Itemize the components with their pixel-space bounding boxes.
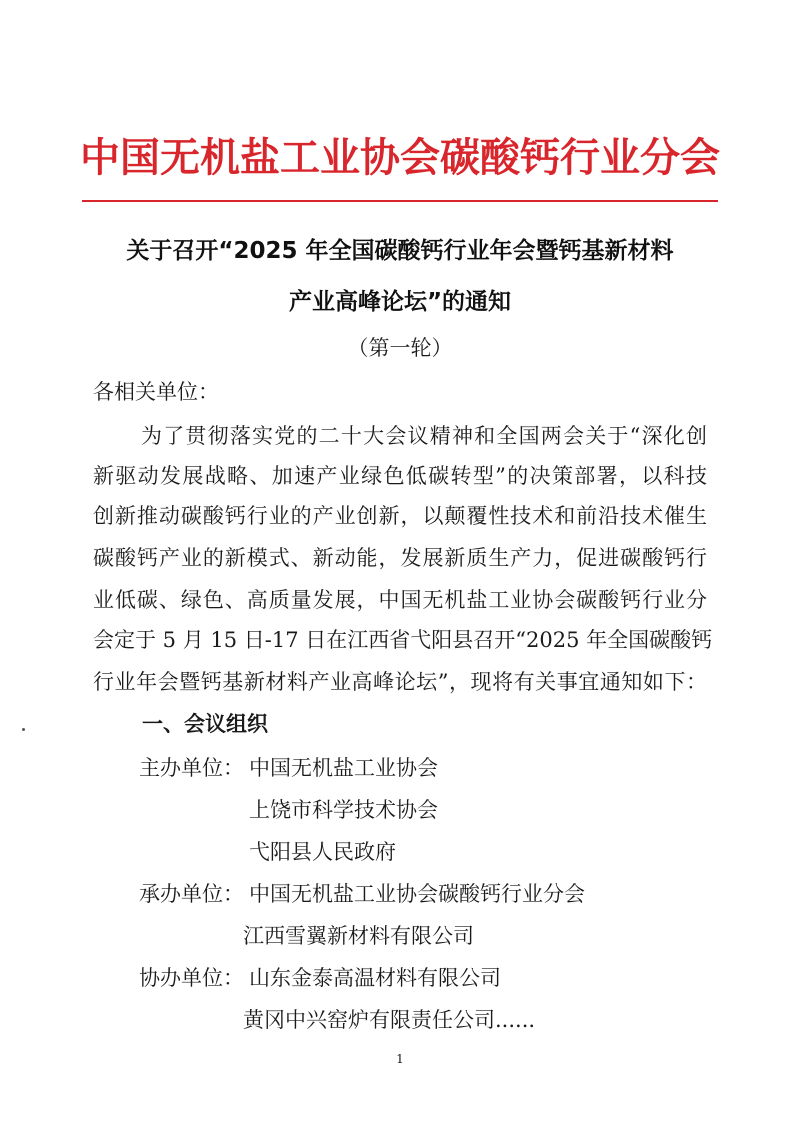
paragraph-line: 行业年会暨钙基新材料产业高峰论坛”，现将有关事宜通知如下： [93,670,707,694]
notice-title-line-1: 关于召开“2025 年全国碳酸钙行业年会暨钙基新材料 [126,238,674,264]
page-number: 1 [396,1052,404,1066]
paragraph-line: 创新推动碳酸钙行业的产业创新，以颠覆性技术和前沿技术催生 [93,504,707,528]
host-name: 中国无机盐工业协会 [249,756,438,780]
notice-title-line-2: 产业高峰论坛”的通知 [288,289,512,315]
coorganizer-label: 协办单位： [139,966,244,990]
host-label: 主办单位： [139,756,244,780]
paragraph-line: 碳酸钙产业的新模式、新动能，发展新质生产力，促进碳酸钙行 [93,546,707,570]
host-name: 上饶市科学技术协会 [249,798,438,822]
scan-speck [22,728,25,731]
organizer-label: 承办单位： [139,882,244,906]
organizer-name: 江西雪翼新材料有限公司 [243,924,474,948]
red-divider-line [82,200,718,202]
paragraph-line: 新驱动发展战略、加速产业绿色低碳转型”的决策部署，以科技 [93,464,707,488]
paragraph-line: 为了贯彻落实党的二十大会议精神和全国两会关于“深化创 [141,424,707,448]
paragraph-line: 业低碳、绿色、高质量发展，中国无机盐工业协会碳酸钙行业分 [93,588,707,612]
organization-header: 中国无机盐工业协会碳酸钙行业分会 [80,135,720,181]
organizer-name: 中国无机盐工业协会碳酸钙行业分会 [249,882,585,906]
paragraph-line: 会定于 5 月 15 日-17 日在江西省弋阳县召开“2025 年全国碳酸钙 [93,628,713,652]
notice-round: （第一轮） [347,336,453,360]
host-name: 弋阳县人民政府 [249,840,396,864]
coorganizer-name: 山东金泰高温材料有限公司 [249,966,501,990]
section-heading-organization: 一、会议组织 [142,712,268,736]
salutation: 各相关单位： [93,380,219,404]
coorganizer-name: 黄冈中兴窑炉有限责任公司...... [243,1008,536,1032]
